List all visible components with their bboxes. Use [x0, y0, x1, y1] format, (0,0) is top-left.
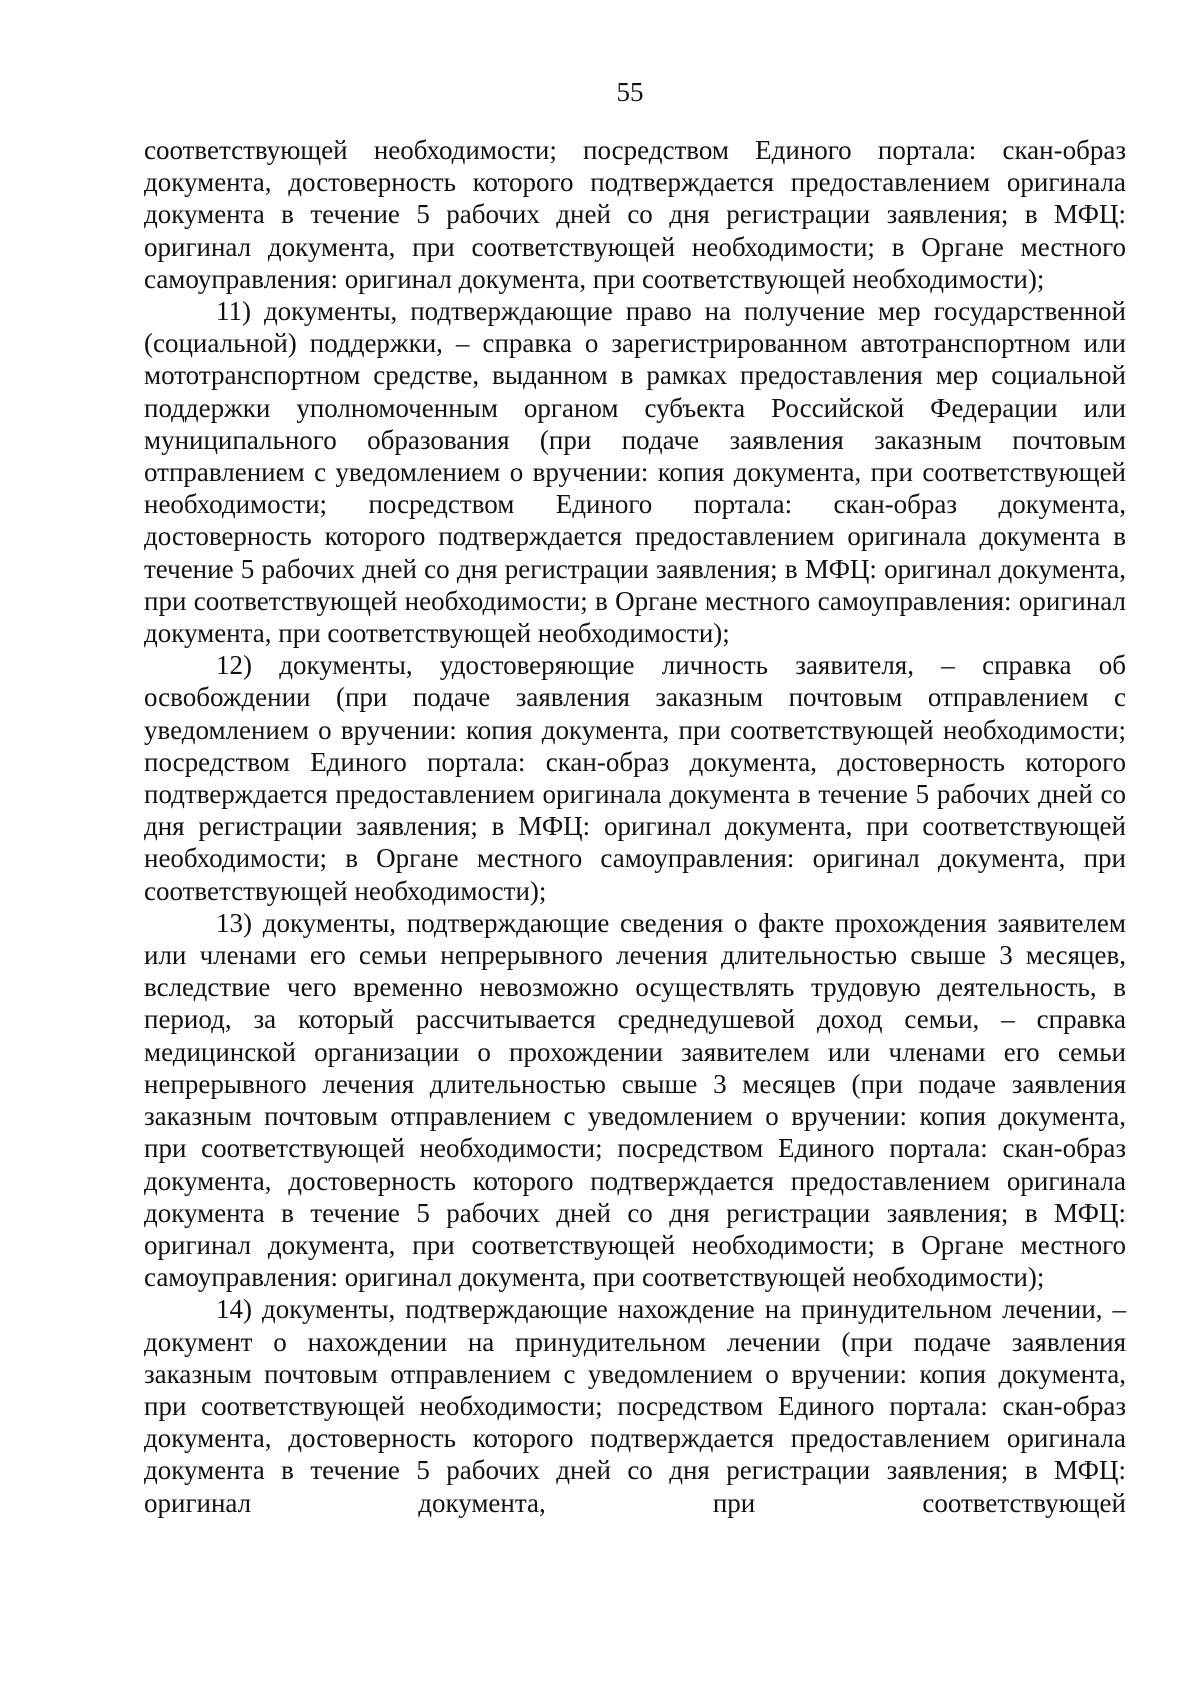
paragraph-item-12: 12) документы, удостоверяющие личность заявителя, – справка об освобождении (при подаче заявления заказным почтовым отправлением с уведомлением о вручении: копия документа, при соответствующей необходимости; посредством Единого портала: скан-образ документа, достоверность которого подтверждается предоставлением оригинала документа в течение 5 рабочих дней со дня регистрации заявления; в МФЦ: оригинал документа, при соответствующей необходимости; в Органе местного самоуправления: оригинал документа, при соответствующей необходимости); — [144, 650, 1126, 906]
page-number: 55 — [616, 77, 644, 107]
paragraph-item-13: 13) документы, подтверждающие сведения о факте прохождения заявителем или членами его семьи непрерывного лечения длительностью свыше 3 месяцев, вследствие чего временно невозможно осуществлять трудовую деятельность, в период, за который рассчитывается среднедушевой доход семьи, – справка медицинской организации о прохождении заявителем или членами его семьи непрерывного лечения длительностью свыше 3 месяцев (при подаче заявления заказным почтовым отправлением с уведомлением о вручении: копия документа, при соответствующей необходимости; посредством Единого портала: скан-образ документа, достоверность которого подтверждается предоставлением оригинала документа в течение 5 рабочих дней со дня регистрации заявления; в МФЦ: оригинал документа, при соответствующей необходимости; в Органе местного самоуправления: оригинал документа, при соответствующей необходимости); — [144, 907, 1126, 1293]
paragraph-continuation: соответствующей необходимости; посредством Единого портала: скан-образ документа, достоверность которого подтверждается предоставлением оригинала документа в течение 5 рабочих дней со дня регистрации заявления; в МФЦ: оригинал документа, при соответствующей необходимости; в Органе местного самоуправления: оригинал документа, при соответствующей необходимости); — [144, 135, 1126, 294]
document-body — [144, 134, 1126, 1519]
paragraph-item-11: 11) документы, подтверждающие право на получение мер государственной (социальной) поддержки, – справка о зарегистрированном автотранспортном или мототранспортном средстве, выданном в рамках предоставления мер социальной поддержки уполномоченным органом субъекта Российской Федерации или муниципального образования (при подаче заявления заказным почтовым отправлением с уведомлением о вручении: копия документа, при соответствующей необходимости; посредством Единого портала: скан-образ документа, достоверность которого подтверждается предоставлением оригинала документа в течение 5 рабочих дней со дня регистрации заявления; в МФЦ: оригинал документа, при соответствующей необходимости; в Органе местного самоуправления: оригинал документа, при соответствующей необходимости); — [144, 296, 1126, 649]
paragraph-item-14: 14) документы, подтверждающие нахождение на принудительном лечении, – документ о нахождении на принудительном лечении (при подаче заявления заказным почтовым отправлением с уведомлением о вручении: копия документа, при соответствующей необходимости; посредством Единого портала: скан-образ документа, достоверность которого подтверждается предоставлением оригинала документа в течение 5 рабочих дней со дня регистрации заявления; в МФЦ: оригинал документа, при соответствующей — [144, 1294, 1126, 1518]
